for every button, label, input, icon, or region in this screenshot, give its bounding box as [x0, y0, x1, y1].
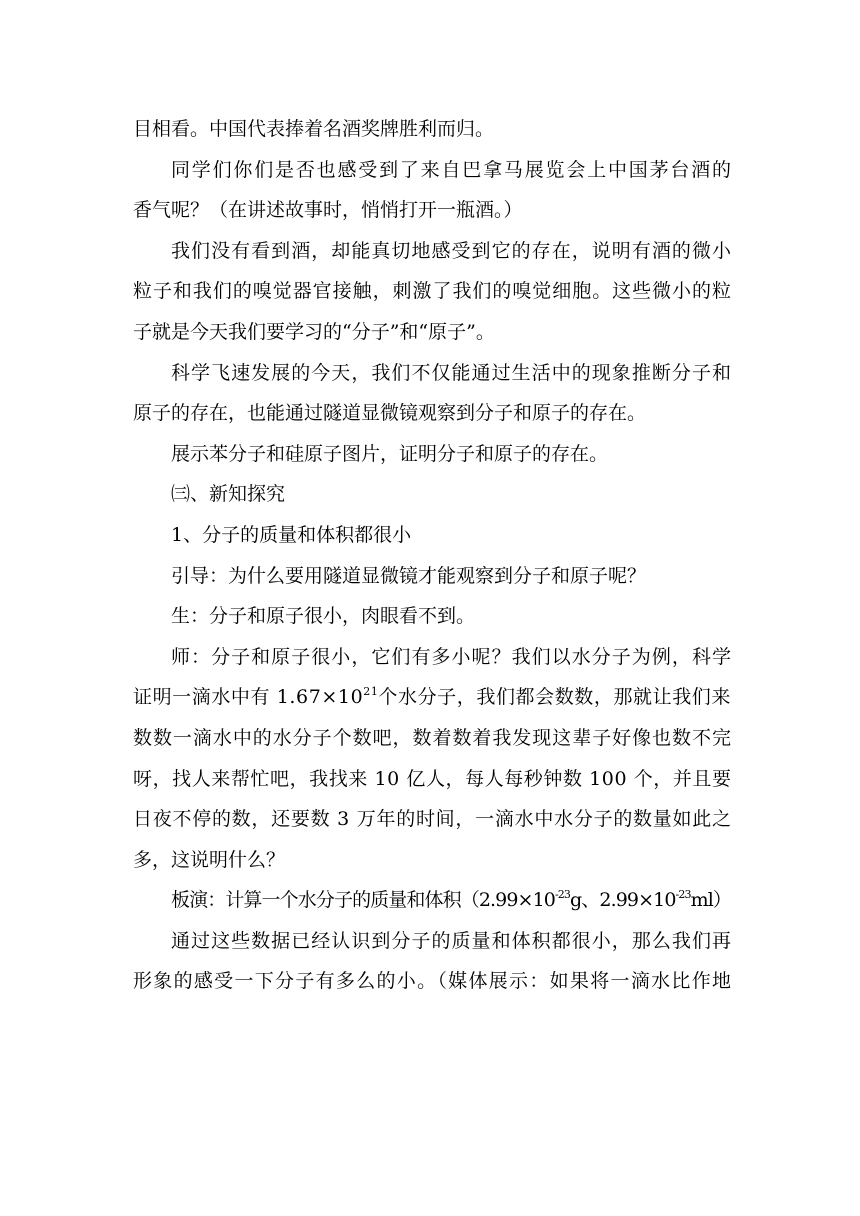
- paragraph-3-line-1: [133, 393, 731, 434]
- document-body: [133, 109, 731, 1002]
- text-run-part: 个水分子，我们都会数数，那就让我们来: [378, 686, 731, 709]
- text-run: 科学飞速发展的今天，我们不仅能通过生活中的现象推断分子和: [171, 361, 733, 384]
- superscript: -23: [554, 888, 571, 902]
- text-run: 引导：为什么要用隧道显微镜才能观察到分子和原子呢？: [171, 564, 647, 587]
- text-run: 多，这说明什么？: [133, 848, 286, 871]
- text-run: 日夜不停的数，还要数 3 万年的时间，一滴水中水分子的数量如此之: [133, 808, 732, 831]
- text-run: 目相看。中国代表捧着名酒奖牌胜利而归。: [133, 118, 495, 140]
- paragraph-9-line-0: [133, 637, 731, 678]
- paragraph-1-line-0: [133, 150, 731, 191]
- superscript: 21: [363, 685, 379, 699]
- text-run: 子就是今天我们要学习的“分子”和“原子”。: [133, 320, 495, 343]
- text-run-part: ml）: [690, 889, 732, 912]
- text-run: 原子的存在，也能通过隧道显微镜观察到分子和原子的存在。: [133, 402, 647, 425]
- text-run-part: 板演：计算一个水分子的质量和体积（2.99×10: [171, 889, 555, 912]
- text-run: ㈢、新知探究: [171, 483, 286, 506]
- paragraph-3-line-0: [133, 353, 731, 394]
- text-run: 香气呢？（在讲述故事时，悄悄打开一瓶酒。）: [133, 199, 523, 222]
- paragraph-2-line-2: [133, 312, 731, 353]
- text-run: 数数一滴水中的水分子个数吧，数着数着我发现这辈子好像也数不完: [133, 726, 732, 749]
- paragraph-9-line-3: [133, 759, 731, 800]
- paragraph-11-line-1: [133, 961, 731, 1002]
- paragraph-7-line-0: [133, 556, 731, 597]
- text-run: 粒子和我们的嗅觉器官接触，刺激了我们的嗅觉细胞。这些微小的粒: [133, 280, 732, 303]
- paragraph-9-line-4: [133, 799, 731, 840]
- text-run: 师：分子和原子很小，它们有多小呢？我们以水分子为例，科学: [171, 645, 733, 668]
- text-run: [133, 677, 731, 718]
- text-run: 我们没有看到酒，却能真切地感受到它的存在，说明有酒的微小: [171, 239, 733, 262]
- paragraph-2-line-0: [133, 231, 731, 272]
- text-run: 展示苯分子和硅原子图片，证明分子和原子的存在。: [171, 442, 609, 465]
- paragraph-1-line-1: [133, 190, 731, 231]
- paragraph-9-line-1: [133, 677, 731, 718]
- paragraph-10-line-0: [133, 880, 731, 921]
- text-run: 1、分子的质量和体积都很小: [171, 523, 412, 546]
- paragraph-9-line-5: [133, 840, 731, 881]
- text-run-part: g、2.99×10: [570, 889, 676, 912]
- text-run-part: 证明一滴水中有 1.67×10: [133, 686, 364, 709]
- section-heading: [133, 474, 731, 515]
- paragraph-11-line-0: [133, 921, 731, 962]
- text-run: 通过这些数据已经认识到分子的质量和体积都很小，那么我们再: [171, 929, 733, 952]
- paragraph-2-line-1: [133, 271, 731, 312]
- text-run: [171, 880, 731, 921]
- text-run: 呀，找人来帮忙吧，我找来 10 亿人，每人每秒钟数 100 个，并且要: [133, 767, 732, 790]
- paragraph-8-line-0: [133, 596, 731, 637]
- text-run: 形象的感受一下分子有多么的小。（媒体展示：如果将一滴水比作地: [133, 970, 733, 993]
- subsection-heading: [133, 515, 731, 556]
- superscript: -23: [675, 888, 691, 902]
- text-run: 生：分子和原子很小，肉眼看不到。: [171, 605, 476, 628]
- paragraph-0-line-0: [133, 109, 731, 150]
- paragraph-9-line-2: [133, 718, 731, 759]
- paragraph-4-line-0: [133, 434, 731, 475]
- text-run: 同学们你们是否也感受到了来自巴拿马展览会上中国茅台酒的: [171, 158, 733, 181]
